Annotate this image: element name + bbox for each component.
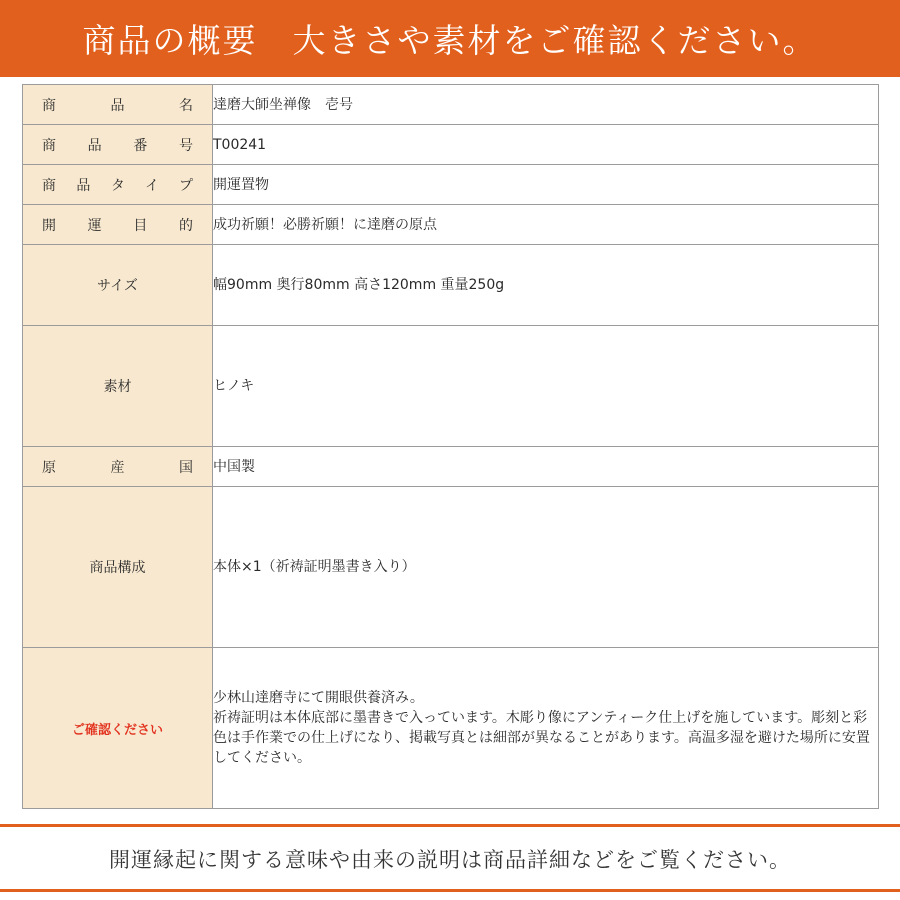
number-value: T00241 — [213, 125, 879, 165]
material-label: 素材 — [23, 326, 213, 447]
table-row — [23, 125, 879, 165]
footer-note: 開運縁起に関する意味や由来の説明は商品詳細などをご覧ください。 — [109, 848, 791, 872]
notice-line-2: 祈祷証明は本体底部に墨書きで入っています。木彫り像にアンティーク仕上げを施しています。彫刻と彩色は手作業での仕上げになり、掲載写真とは細部が異なることがあります。高温多湿を避けた場所に安置してください。 — [213, 710, 870, 766]
table-row — [23, 487, 879, 648]
table-row — [23, 165, 879, 205]
type-value: 開運置物 — [213, 165, 879, 205]
notice-label: ご確認ください — [23, 648, 213, 809]
table-row — [23, 245, 879, 326]
contents-value: 本体×1（祈祷証明墨書き入り） — [213, 487, 879, 648]
number-label: 商品番号 — [23, 125, 213, 165]
table-row — [23, 326, 879, 447]
table-row — [23, 85, 879, 125]
divider — [0, 889, 900, 892]
product-spec-table — [22, 84, 879, 809]
purpose-value: 成功祈願！必勝祈願！に達磨の原点 — [213, 205, 879, 245]
notice-value — [213, 648, 879, 809]
purpose-label: 開運目的 — [23, 205, 213, 245]
name-label: 商品名 — [23, 85, 213, 125]
name-value: 達磨大師坐禅像 壱号 — [213, 85, 879, 125]
contents-label: 商品構成 — [23, 487, 213, 648]
notice-line-1: 少林山達磨寺にて開眼供養済み。 — [213, 690, 424, 706]
table-row — [23, 648, 879, 809]
size-value: 幅90mm 奥行80mm 高さ120mm 重量250g — [213, 245, 879, 326]
table-row — [23, 447, 879, 487]
table-row — [23, 205, 879, 245]
page-title: 商品の概要 大きさや素材をご確認ください。 — [0, 0, 900, 77]
size-label: サイズ — [23, 245, 213, 326]
origin-label: 原産国 — [23, 447, 213, 487]
origin-value: 中国製 — [213, 447, 879, 487]
type-label: 商品タイプ — [23, 165, 213, 205]
material-value: ヒノキ — [213, 326, 879, 447]
